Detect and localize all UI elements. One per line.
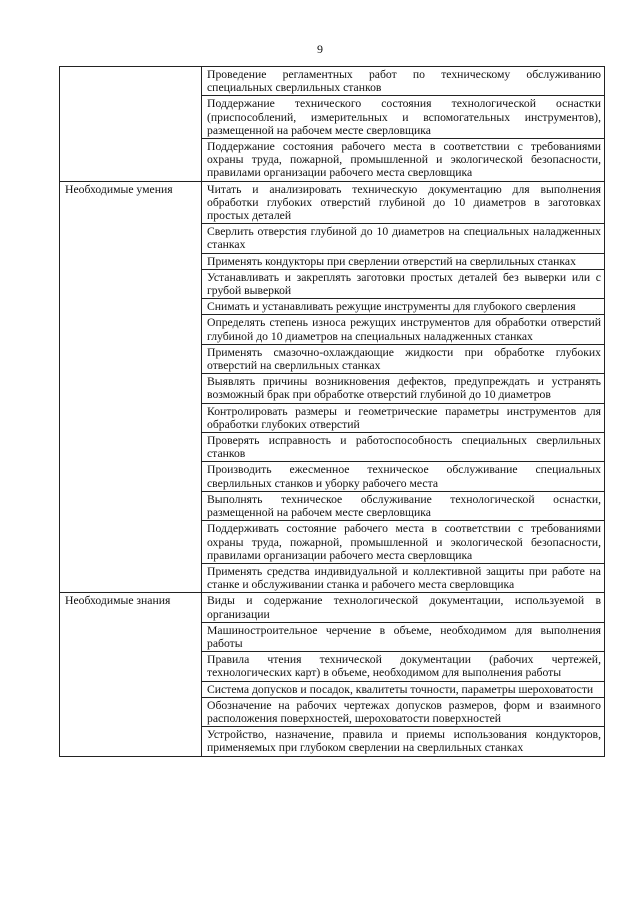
skill-item: Применять смазочно-охлаждающие жидкости при обработке глубоких отверстий на сверлильных станках [202,344,605,373]
skill-item: Устанавливать и закреплять заготовки простых деталей без выверки или с грубой выверкой [202,269,605,298]
knowledge-item: Обозначение на рабочих чертежах допусков размеров, форм и взаимного расположения поверхностей, шероховатости поверхностей [202,697,605,726]
skill-item: Определять степень износа режущих инструментов для обработки отверстий глубиной до 10 диаметров на специальных наладженных станках [202,315,605,344]
skill-item: Сверлить отверстия глубиной до 10 диаметров на специальных наладженных станках [202,224,605,253]
requirement-item: Поддержание состояния рабочего места в соответствии с требованиями охраны труда, пожарной, промышленной и экологической безопасности, правилами организации рабочего места сверловщика [202,139,605,182]
page-number: 9 [317,42,323,56]
skill-item: Поддерживать состояние рабочего места в соответствии с требованиями охраны труда, пожарной, промышленной и экологической безопасности, правилами организации рабочего места сверловщика [202,521,605,564]
table-row [60,593,605,622]
skill-item: Применять средства индивидуальной и коллективной защиты при работе на станке и обслуживании станка и рабочего места сверловщика [202,563,605,592]
skill-item: Производить ежесменное техническое обслуживание специальных сверлильных станков и уборку рабочего места [202,462,605,491]
skill-item: Снимать и устанавливать режущие инструменты для глубокого сверления [202,299,605,315]
knowledge-item: Система допусков и посадок, квалитеты точности, параметры шероховатости [202,681,605,697]
skill-item: Проверять исправность и работоспособность специальных сверлильных станков [202,433,605,462]
category-skills: Необходимые умения [60,181,202,593]
skill-item: Выполнять техническое обслуживание технологической оснастки, размещенной на рабочем месте сверловщика [202,491,605,520]
requirement-item: Поддержание технического состояния технологической оснастки (приспособлений, измерительных и вспомогательных инструментов), размещенной на рабочем месте сверловщика [202,96,605,139]
category-knowledge: Необходимые знания [60,593,202,756]
knowledge-item: Правила чтения технической документации (рабочих чертежей, технологических карт) в объеме, необходимом для выполнения работы [202,652,605,681]
knowledge-item: Устройство, назначение, правила и приемы использования кондукторов, применяемых при глубоком сверлении на сверлильных станках [202,727,605,756]
category-cell [60,67,202,182]
table-row [60,67,605,96]
table-row [60,181,605,224]
skill-item: Читать и анализировать техническую документацию для выполнения обработки глубоких отверстий глубиной до 10 диаметров в заготовках простых деталей [202,181,605,224]
knowledge-item: Виды и содержание технологической документации, используемой в организации [202,593,605,622]
skill-item: Контролировать размеры и геометрические параметры инструментов для обработки глубоких отверстий [202,403,605,432]
requirement-item: Проведение регламентных работ по техническому обслуживанию специальных сверлильных станков [202,67,605,96]
knowledge-item: Машиностроительное черчение в объеме, необходимом для выполнения работы [202,622,605,651]
skill-item: Выявлять причины возникновения дефектов, предупреждать и устранять возможный брак при обработке отверстий глубиной до 10 диаметров [202,374,605,403]
skill-item: Применять кондукторы при сверлении отверстий на сверлильных станках [202,253,605,269]
competency-table [59,66,605,757]
